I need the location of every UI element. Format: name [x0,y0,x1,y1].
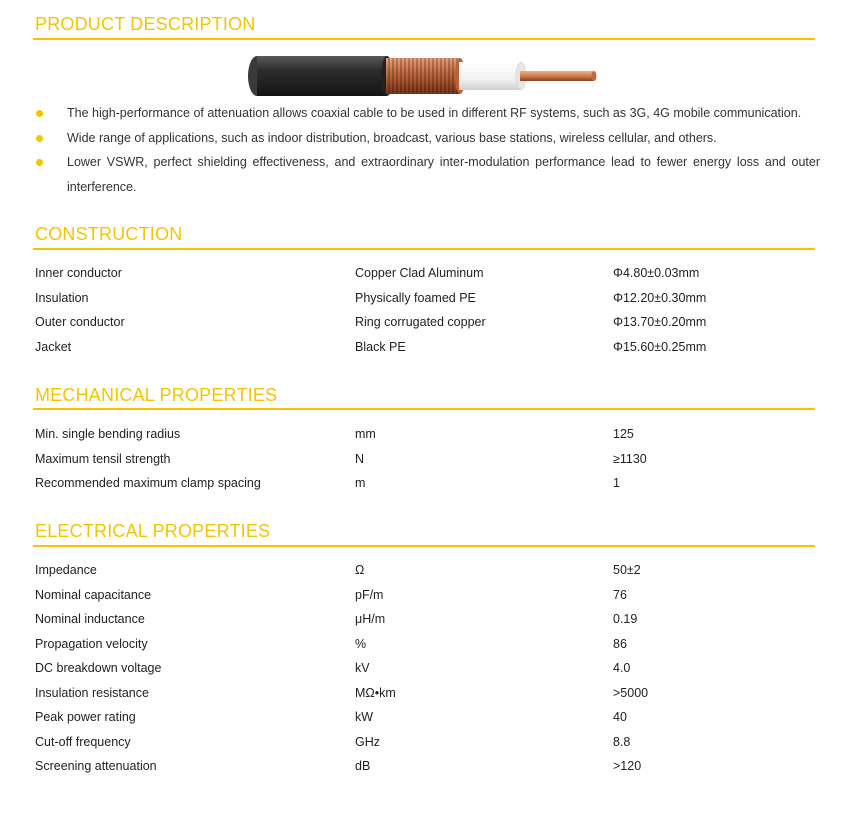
property-name: Maximum tensil strength [35,451,171,466]
property-value: Φ4.80±0.03mm [613,266,700,280]
section-divider [33,38,815,40]
property-unit: dB [355,759,371,773]
mechanical-properties-heading: MECHANICAL PROPERTIES [35,385,278,405]
electrical-table [35,558,815,779]
bullet-icon [36,110,43,117]
property-unit: Ω [355,563,365,577]
property-value: 40 [613,710,627,724]
property-name: Inner conductor [35,266,122,280]
property-material: Ring corrugated copper [355,315,486,329]
table-row [35,681,815,706]
property-name: Outer conductor [35,315,125,329]
property-name: Insulation [35,290,89,305]
property-unit: mm [355,427,376,441]
property-unit: % [355,636,367,651]
list-item [35,126,820,151]
list-item-text: Lower VSWR, perfect shielding effectiveness, and extraordinary inter-modulation performance lead to fewer energy loss and outer interference. [67,155,820,194]
property-name: Min. single bending radius [35,427,181,441]
list-item [35,101,820,126]
property-name: Jacket [35,339,72,354]
property-value: 8.8 [613,734,631,749]
bullet-icon [36,159,43,166]
table-row [35,730,815,755]
property-value: 76 [613,587,627,602]
table-row [35,754,815,779]
product-description-list [35,101,820,199]
table-row [35,261,815,286]
table-row [35,705,815,730]
property-value: >120 [613,759,642,773]
property-name: Cut-off frequency [35,734,131,749]
electrical-properties-heading: ELECTRICAL PROPERTIES [35,521,271,541]
mechanical-table [35,422,815,496]
property-name: DC breakdown voltage [35,661,162,675]
table-row [35,471,815,496]
property-material: Physically foamed PE [355,290,476,305]
property-unit: kW [355,710,374,724]
table-row [35,422,815,447]
property-unit: N [355,451,365,466]
property-name: Peak power rating [35,710,136,724]
construction-heading: CONSTRUCTION [35,224,183,244]
table-row [35,583,815,608]
property-material: Black PE [355,339,406,354]
property-name: Recommended maximum clamp spacing [35,476,261,490]
table-row [35,558,815,583]
table-row [35,335,815,360]
coaxial-cable-illustration [248,54,598,98]
bullet-icon [36,135,43,142]
property-name: Propagation velocity [35,636,148,651]
property-unit: MΩ•km [355,685,396,700]
property-value: 0.19 [613,612,638,626]
list-item-text: Wide range of applications, such as indoor distribution, broadcast, various base stations, wireless cellular, and others. [67,130,717,145]
section-divider [33,545,815,547]
property-value: 125 [613,427,634,441]
property-name: Nominal capacitance [35,587,152,602]
property-value: Φ12.20±0.30mm [613,290,707,305]
property-name: Nominal inductance [35,612,145,626]
property-name: Screening attenuation [35,759,157,773]
property-value: Φ15.60±0.25mm [613,339,707,354]
property-material: Copper Clad Aluminum [355,266,484,280]
section-divider [33,408,815,410]
table-row [35,607,815,632]
property-unit: μH/m [355,612,386,626]
table-row [35,656,815,681]
property-value: 1 [613,476,620,490]
property-value: Φ13.70±0.20mm [613,315,707,329]
table-row [35,286,815,311]
property-value: >5000 [613,685,649,700]
section-divider [33,248,815,250]
product-description-heading: PRODUCT DESCRIPTION [35,14,256,34]
property-value: 4.0 [613,661,631,675]
property-unit: kV [355,661,370,675]
property-value: 50±2 [613,563,641,577]
property-value: ≥1130 [613,451,647,466]
property-name: Impedance [35,563,97,577]
construction-table [35,261,815,359]
table-row [35,447,815,472]
property-name: Insulation resistance [35,685,149,700]
property-value: 86 [613,636,627,651]
property-unit: m [355,476,366,490]
table-row [35,632,815,657]
table-row [35,310,815,335]
list-item [35,150,820,199]
list-item-text: The high-performance of attenuation allows coaxial cable to be used in different RF systems, such as 3G, 4G mobile communication. [67,106,802,120]
property-unit: pF/m [355,587,384,602]
property-unit: GHz [355,734,380,749]
